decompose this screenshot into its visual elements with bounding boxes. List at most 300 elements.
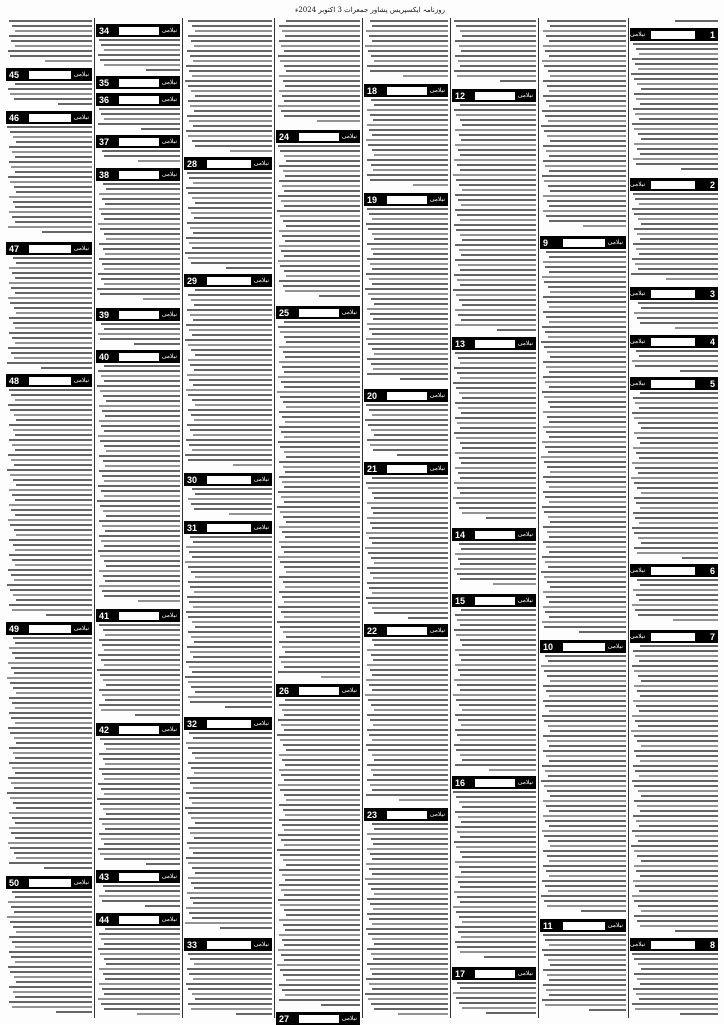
text-line	[98, 370, 180, 372]
text-line	[634, 432, 718, 434]
text-line	[191, 686, 272, 688]
text-line	[548, 890, 626, 892]
text-line	[368, 293, 448, 295]
text-line	[549, 421, 626, 423]
text-line	[283, 220, 360, 222]
text-line	[632, 208, 718, 210]
text-line	[544, 670, 626, 672]
text-line	[549, 371, 626, 373]
text-line	[10, 93, 92, 95]
text-line	[456, 699, 536, 701]
text-line	[15, 564, 92, 566]
text-line	[372, 973, 448, 975]
text-line	[278, 491, 360, 493]
text-line	[547, 466, 626, 468]
text-line	[542, 949, 626, 951]
text-line	[106, 813, 180, 815]
text-line	[191, 90, 272, 92]
text-line	[367, 159, 448, 161]
text-line	[634, 78, 718, 80]
text-line	[455, 324, 536, 326]
badge-rule	[207, 720, 251, 728]
text-line	[634, 312, 718, 314]
text-line	[282, 646, 360, 648]
badge-label: نیلامی	[607, 643, 623, 650]
text-line	[457, 982, 536, 984]
badge-rule	[119, 612, 159, 620]
text-line	[279, 90, 360, 92]
text-line	[460, 987, 536, 989]
text-line	[278, 326, 360, 328]
text-line	[284, 255, 360, 257]
text-line	[459, 392, 536, 394]
text-line	[372, 40, 448, 42]
text-line	[186, 857, 272, 859]
text-line	[369, 409, 448, 411]
text-line	[13, 322, 92, 324]
text-line	[366, 338, 448, 340]
tender-number: 30	[184, 475, 204, 485]
text-line	[547, 790, 626, 792]
text-line	[366, 679, 448, 681]
text-line	[186, 65, 272, 67]
text-line	[16, 312, 92, 314]
text-line	[282, 989, 360, 991]
text-line	[549, 436, 626, 438]
notice-text-block	[276, 699, 360, 1010]
text-line	[105, 763, 180, 765]
tender-number-badge	[6, 374, 92, 387]
text-line	[549, 90, 626, 92]
text-line	[285, 356, 360, 358]
text-line	[546, 316, 626, 318]
text-line	[229, 513, 272, 515]
text-line	[220, 927, 272, 929]
text-line	[105, 530, 180, 532]
tender-number: 26	[276, 686, 296, 696]
text-line	[549, 760, 626, 762]
text-line	[543, 210, 626, 212]
text-line	[365, 45, 448, 47]
text-line	[279, 769, 360, 771]
text-line	[100, 59, 180, 61]
text-line	[7, 469, 92, 471]
text-line	[631, 845, 718, 847]
text-line	[194, 110, 272, 112]
text-line	[455, 259, 536, 261]
text-line	[104, 268, 180, 270]
text-line	[277, 391, 360, 393]
text-line	[373, 253, 448, 255]
notice-text-block	[364, 208, 448, 387]
text-line	[369, 983, 448, 985]
text-line	[549, 695, 626, 697]
text-line	[541, 780, 626, 782]
text-line	[283, 285, 360, 287]
text-line	[548, 725, 626, 727]
text-line	[277, 506, 360, 508]
text-line	[195, 822, 272, 824]
text-line	[188, 207, 272, 209]
text-line	[105, 580, 180, 582]
text-line	[368, 602, 448, 604]
notice-text-block	[630, 645, 718, 936]
text-line	[549, 486, 626, 488]
text-line	[453, 382, 536, 384]
text-line	[11, 509, 92, 511]
tender-number-badge	[630, 335, 718, 348]
text-line	[374, 1008, 448, 1010]
text-line	[192, 334, 272, 336]
text-line	[279, 656, 360, 658]
text-line	[634, 497, 718, 499]
text-line	[9, 936, 92, 938]
text-line	[185, 339, 272, 341]
text-line	[185, 252, 272, 254]
text-line	[103, 758, 180, 760]
text-line	[16, 484, 92, 486]
text-line	[13, 802, 92, 804]
text-line	[458, 357, 536, 359]
text-line	[632, 462, 718, 464]
text-line	[459, 543, 536, 545]
text-line	[543, 95, 626, 97]
tender-number-badge	[6, 876, 92, 889]
text-line	[367, 124, 448, 126]
text-line	[190, 897, 272, 899]
text-line	[192, 621, 272, 623]
text-line	[279, 869, 360, 871]
text-line	[285, 929, 360, 931]
text-line	[189, 120, 272, 122]
text-line	[633, 650, 718, 652]
text-line	[459, 507, 536, 509]
text-line	[493, 583, 536, 585]
text-line	[462, 709, 536, 711]
badge-label: نیلامی	[517, 531, 533, 538]
text-line	[190, 536, 272, 538]
text-line	[458, 264, 536, 266]
tender-number-badge	[364, 193, 448, 206]
tender-number: 33	[184, 940, 204, 950]
notice-text-block	[96, 928, 180, 1018]
text-line	[103, 885, 180, 887]
text-line	[280, 969, 360, 971]
text-line	[632, 123, 718, 125]
text-line	[282, 531, 360, 533]
text-line	[188, 762, 272, 764]
tender-number-badge	[96, 308, 180, 321]
text-line	[103, 510, 180, 512]
text-line	[98, 654, 180, 656]
text-line	[106, 565, 180, 567]
text-line	[278, 195, 360, 197]
notice-text-block	[6, 257, 92, 372]
text-line	[550, 730, 626, 732]
text-line	[99, 243, 180, 245]
text-line	[104, 365, 180, 367]
text-line	[545, 611, 626, 613]
text-line	[366, 928, 448, 930]
text-line	[462, 644, 536, 646]
text-line	[15, 30, 92, 32]
text-line	[497, 329, 536, 331]
text-line	[455, 55, 536, 57]
text-line	[13, 991, 92, 993]
text-line	[9, 697, 92, 699]
text-line	[190, 701, 272, 703]
text-line	[366, 863, 448, 865]
text-line	[283, 466, 360, 468]
text-line	[454, 841, 536, 843]
text-line	[637, 740, 718, 742]
text-line	[281, 611, 360, 613]
text-line	[547, 581, 626, 583]
text-line	[673, 619, 718, 621]
tender-number: 44	[96, 915, 116, 925]
badge-label: نیلامی	[161, 353, 177, 360]
text-line	[638, 218, 718, 220]
text-line	[194, 304, 272, 306]
text-line	[458, 558, 536, 560]
notice-text-block	[184, 488, 272, 519]
text-line	[188, 394, 272, 396]
text-line	[456, 294, 536, 296]
text-line	[188, 812, 272, 814]
tender-number-badge	[96, 76, 180, 89]
tender-number-badge	[96, 609, 180, 622]
text-line	[279, 576, 360, 578]
text-line	[189, 379, 272, 381]
text-line	[634, 973, 718, 975]
text-line	[545, 770, 626, 772]
text-line	[460, 477, 536, 479]
text-line	[640, 810, 718, 812]
tender-number-badge	[630, 178, 718, 191]
text-line	[635, 402, 718, 404]
text-line	[550, 140, 626, 142]
text-line	[460, 674, 536, 676]
text-line	[284, 386, 360, 388]
badge-rule	[299, 1015, 339, 1023]
text-line	[638, 133, 718, 135]
notice-text-block	[452, 20, 536, 87]
tender-number: 14	[452, 530, 472, 540]
text-line	[46, 614, 92, 616]
text-line	[543, 735, 626, 737]
text-line	[367, 373, 448, 375]
text-line	[371, 164, 448, 166]
text-line	[543, 361, 626, 363]
text-line	[548, 775, 626, 777]
text-line	[100, 228, 180, 230]
text-line	[550, 75, 626, 77]
text-line	[636, 48, 718, 50]
text-line	[104, 430, 180, 432]
text-line	[368, 883, 448, 885]
text-line	[374, 562, 448, 564]
text-line	[187, 222, 272, 224]
text-line	[635, 63, 718, 65]
text-line	[457, 372, 536, 374]
text-line	[12, 817, 92, 819]
text-line	[15, 514, 92, 516]
text-line	[102, 823, 180, 825]
text-line	[190, 105, 272, 107]
text-line	[372, 134, 448, 136]
text-line	[636, 870, 718, 872]
text-line	[675, 327, 718, 329]
text-line	[639, 407, 718, 409]
badge-label: نیلامی	[429, 392, 445, 399]
text-line	[185, 561, 272, 563]
text-line	[9, 146, 92, 148]
text-line	[549, 271, 626, 273]
text-line	[9, 489, 92, 491]
text-line	[546, 215, 626, 217]
text-line	[456, 114, 536, 116]
text-line	[102, 198, 180, 200]
notice-text-block	[630, 193, 718, 285]
text-line	[285, 35, 360, 37]
text-line	[634, 213, 718, 215]
text-line	[282, 939, 360, 941]
text-line	[284, 844, 360, 846]
text-line	[16, 534, 92, 536]
text-line	[16, 419, 92, 421]
text-line	[9, 747, 92, 749]
text-line	[283, 744, 360, 746]
text-line	[12, 216, 92, 218]
text-line	[190, 227, 272, 229]
text-line	[549, 155, 626, 157]
text-line	[101, 938, 180, 940]
text-line	[188, 409, 272, 411]
text-line	[633, 397, 718, 399]
column-divider	[94, 18, 95, 1018]
text-line	[285, 471, 360, 473]
text-line	[99, 570, 180, 572]
notice-text-block	[630, 579, 718, 628]
text-line	[189, 444, 272, 446]
tender-number-badge	[96, 723, 180, 736]
text-line	[635, 655, 718, 657]
text-line	[413, 184, 448, 186]
text-line	[632, 258, 718, 260]
text-line	[632, 360, 718, 362]
text-line	[641, 88, 718, 90]
text-line	[14, 672, 92, 674]
text-line	[105, 928, 180, 930]
text-line	[186, 130, 272, 132]
badge-label: نیلامی	[341, 1015, 357, 1022]
text-line	[9, 762, 92, 764]
text-line	[546, 100, 626, 102]
notice-text-block	[96, 150, 180, 166]
text-line	[279, 884, 360, 886]
text-line	[371, 99, 448, 101]
text-line	[367, 439, 448, 441]
text-line	[543, 541, 626, 543]
badge-label: نیلامی	[429, 196, 445, 203]
text-line	[374, 303, 448, 305]
text-line	[138, 160, 180, 162]
text-line	[542, 441, 626, 443]
text-line	[186, 187, 272, 189]
notice-text-block	[630, 302, 718, 333]
text-line	[549, 825, 626, 827]
notice-text-block	[184, 536, 272, 715]
text-line	[15, 757, 92, 759]
text-line	[186, 237, 272, 239]
text-line	[455, 209, 536, 211]
text-line	[370, 179, 448, 181]
text-line	[549, 256, 626, 258]
text-line	[459, 654, 536, 656]
text-line	[457, 214, 536, 216]
text-line	[102, 150, 180, 152]
text-line	[14, 976, 92, 978]
text-line	[279, 641, 360, 643]
text-line	[10, 847, 92, 849]
text-line	[462, 124, 536, 126]
text-line	[370, 853, 448, 855]
text-line	[11, 667, 92, 669]
text-line	[547, 200, 626, 202]
text-line	[192, 752, 272, 754]
text-line	[549, 306, 626, 308]
text-line	[366, 978, 448, 980]
text-line	[282, 874, 360, 876]
text-line	[454, 629, 536, 631]
text-line	[542, 765, 626, 767]
tender-number-badge	[452, 967, 536, 980]
text-line	[634, 735, 718, 737]
text-line	[282, 481, 360, 483]
text-line	[632, 412, 718, 414]
text-line	[15, 722, 92, 724]
text-line	[284, 115, 360, 117]
text-line	[544, 396, 626, 398]
text-line	[9, 862, 92, 864]
text-line	[543, 376, 626, 378]
text-line	[15, 221, 92, 223]
text-line	[634, 547, 718, 549]
text-line	[100, 555, 180, 557]
text-line	[461, 412, 536, 414]
text-line	[633, 193, 718, 195]
text-line	[462, 189, 536, 191]
text-line	[102, 900, 180, 902]
tender-number: 40	[96, 352, 116, 362]
text-line	[367, 243, 448, 245]
text-line	[189, 847, 272, 849]
text-line	[280, 904, 360, 906]
text-line	[284, 321, 360, 323]
text-line	[637, 690, 718, 692]
text-line	[11, 906, 92, 908]
text-line	[637, 233, 718, 235]
text-line	[638, 422, 718, 424]
text-line	[639, 522, 718, 524]
text-line	[543, 491, 626, 493]
text-line	[640, 925, 718, 927]
badge-label: نیلامی	[73, 879, 89, 886]
text-line	[365, 419, 448, 421]
text-line	[543, 296, 626, 298]
notice-text-block	[96, 183, 180, 306]
text-line	[100, 390, 180, 392]
